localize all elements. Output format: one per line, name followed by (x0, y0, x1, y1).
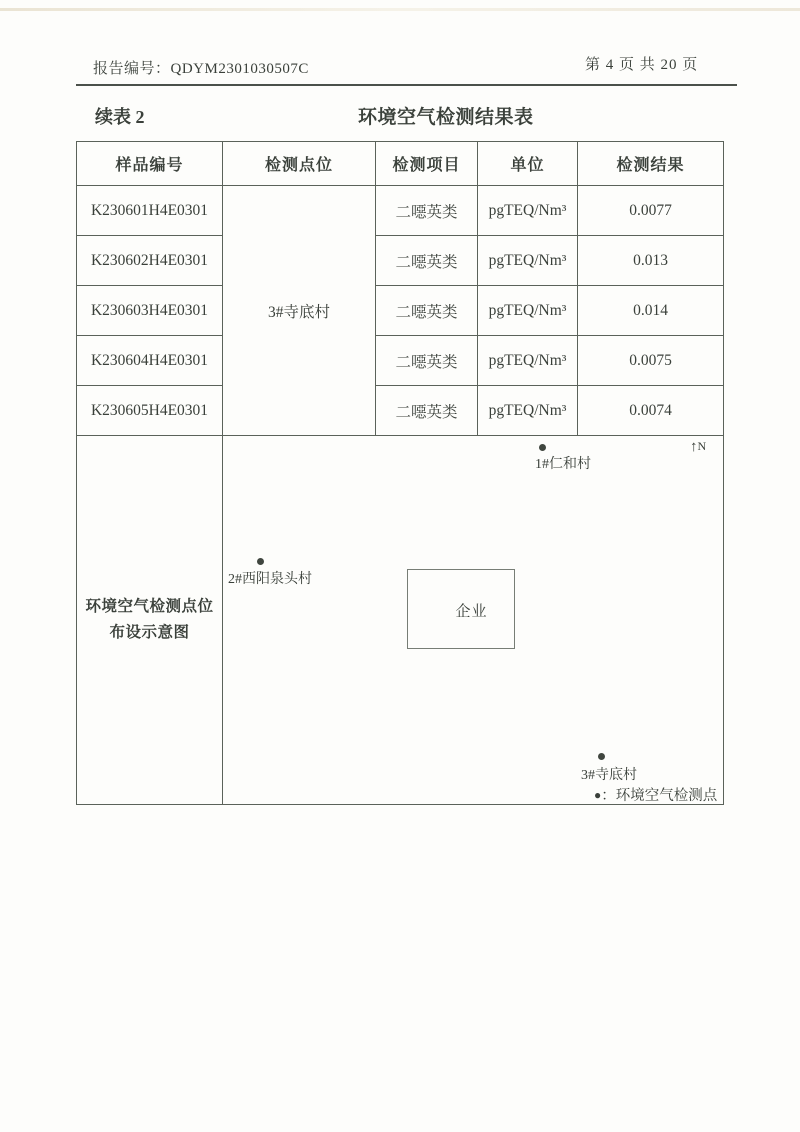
map-legend (594, 784, 717, 805)
cell-result: 0.0074 (578, 386, 724, 436)
header-location: 检测点位 (223, 142, 376, 186)
monitoring-point-dot-2 (257, 558, 264, 565)
cell-item: 二噁英类 (376, 336, 478, 386)
page-number: 第 4 页 共 20 页 (585, 57, 699, 73)
continued-table-label: 续表 2 (95, 107, 145, 127)
header-sample-id: 样品编号 (77, 142, 223, 186)
cell-sample-id: K230605H4E0301 (77, 386, 223, 436)
cell-location-merged: 3#寺底村 (223, 186, 376, 436)
results-table (76, 141, 724, 805)
cell-unit: pgTEQ/Nm³ (478, 386, 578, 436)
table-row (77, 386, 724, 436)
site-map-cell (223, 436, 724, 805)
header-item: 检测项目 (376, 142, 478, 186)
monitoring-point-label-3: 3#寺底村 (581, 768, 637, 783)
monitoring-point-label-1: 1#仁和村 (535, 457, 591, 472)
north-label: N (697, 439, 707, 453)
cell-item: 二噁英类 (376, 386, 478, 436)
enterprise-label: 企业 (455, 604, 488, 620)
legend-label: ：环境空气检测点 (601, 788, 718, 804)
north-arrow-glyph: ↑ (690, 439, 698, 455)
report-number-line (93, 57, 309, 78)
cell-unit: pgTEQ/Nm³ (478, 186, 578, 236)
table-row (77, 236, 724, 286)
monitoring-point-dot-1 (539, 444, 546, 451)
table-header-row (77, 142, 724, 186)
diagram-title-line1: 环境空气检测点位 (85, 597, 214, 615)
cell-item: 二噁英类 (376, 186, 478, 236)
cell-result: 0.013 (578, 236, 724, 286)
cell-item: 二噁英类 (376, 236, 478, 286)
cell-result: 0.0075 (578, 336, 724, 386)
diagram-title-line2: 布设示意图 (109, 624, 190, 641)
monitoring-point-label-2: 2#西阳泉头村 (228, 572, 312, 587)
report-number-value: QDYM2301030507C (170, 61, 309, 77)
table-row (77, 336, 724, 386)
cell-sample-id: K230604H4E0301 (77, 336, 223, 386)
table-row (77, 286, 724, 336)
table-row (77, 186, 724, 236)
cell-result: 0.0077 (578, 186, 724, 236)
cell-sample-id: K230603H4E0301 (77, 286, 223, 336)
cell-result: 0.014 (578, 286, 724, 336)
cell-unit: pgTEQ/Nm³ (478, 286, 578, 336)
cell-unit: pgTEQ/Nm³ (478, 336, 578, 386)
report-number-label: 报告编号： (93, 61, 171, 77)
legend-dot-icon: ● (594, 788, 602, 802)
north-arrow-icon (690, 439, 706, 456)
cell-item: 二噁英类 (376, 286, 478, 336)
site-map (223, 436, 723, 804)
cell-unit: pgTEQ/Nm³ (478, 236, 578, 286)
table-title: 环境空气检测结果表 (358, 107, 534, 128)
diagram-row (77, 436, 724, 805)
header-divider-line (76, 84, 737, 86)
monitoring-point-dot-3 (598, 753, 605, 760)
header-unit: 单位 (478, 142, 578, 186)
scan-artifact-line (0, 8, 800, 11)
diagram-title (77, 436, 223, 805)
cell-sample-id: K230602H4E0301 (77, 236, 223, 286)
enterprise-box (407, 569, 515, 649)
cell-sample-id: K230601H4E0301 (77, 186, 223, 236)
header-result: 检测结果 (578, 142, 724, 186)
